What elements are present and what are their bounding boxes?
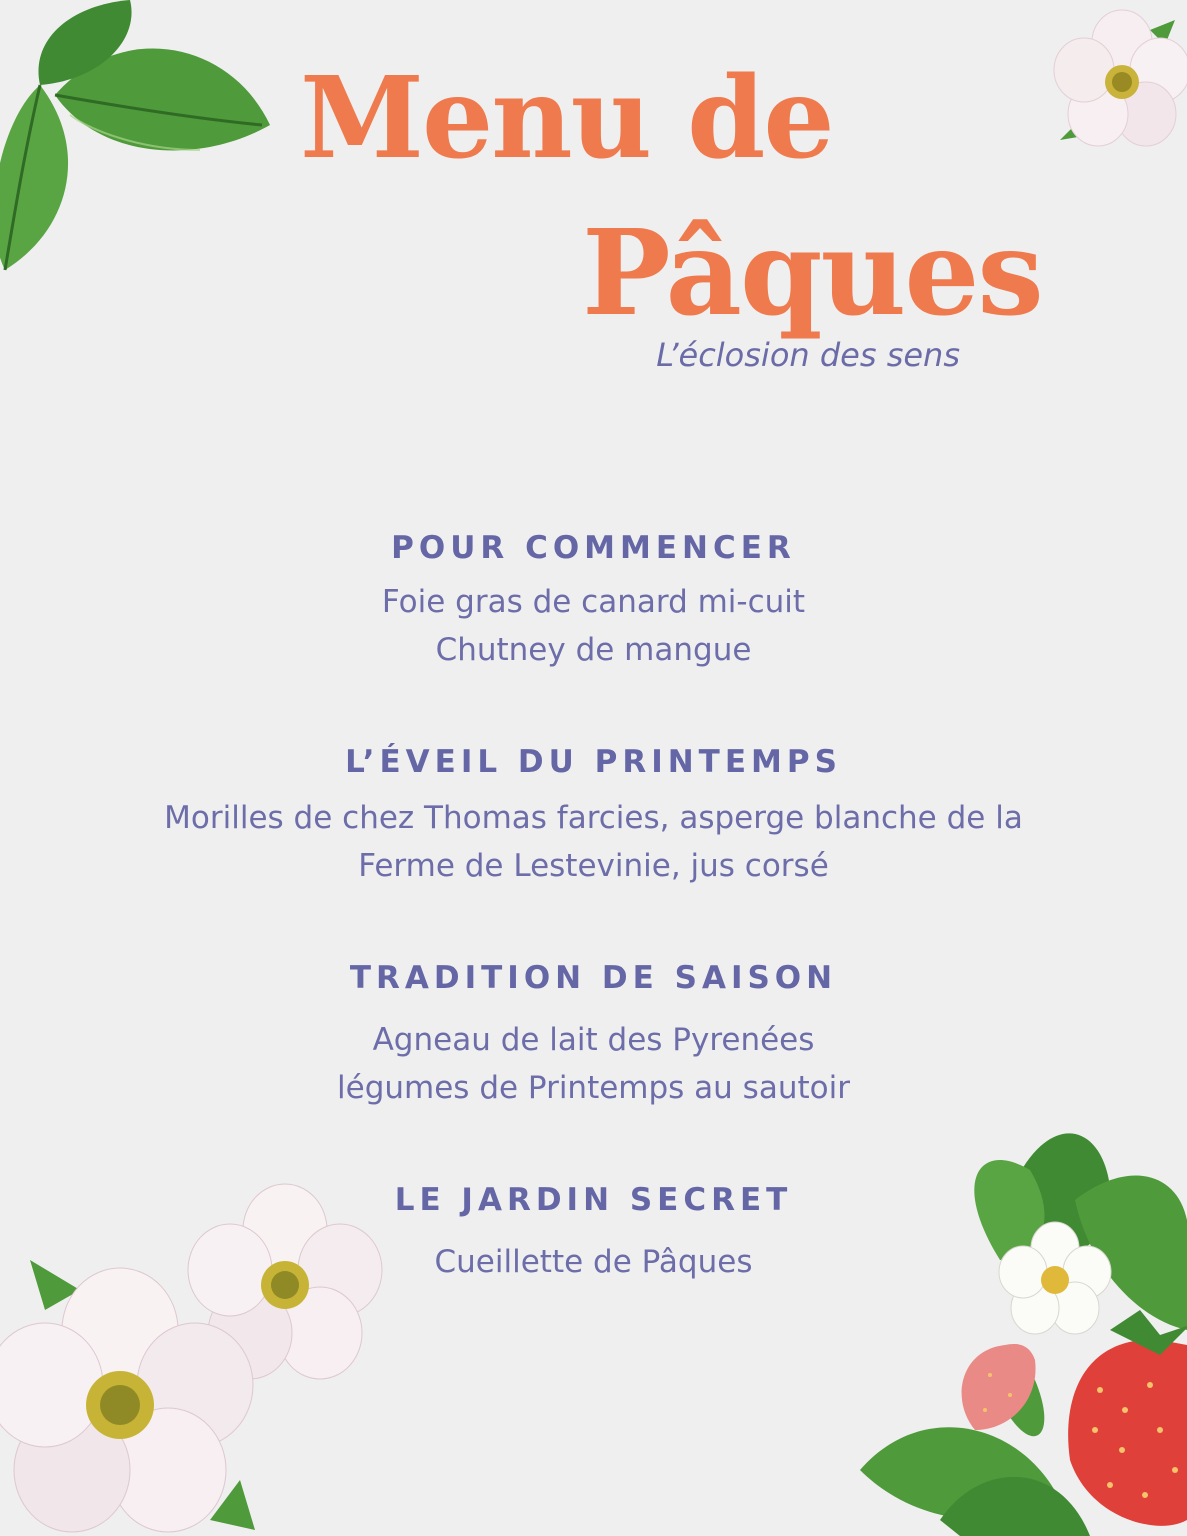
section-title: POUR COMMENCER bbox=[391, 530, 796, 566]
title-line-2: Pâques bbox=[582, 203, 1042, 342]
title-line-1: Menu de bbox=[300, 53, 833, 184]
strawberry-leaf-icon bbox=[0, 0, 280, 280]
blossom-icon bbox=[1040, 0, 1187, 160]
section-title: TRADITION DE SAISON bbox=[349, 960, 838, 996]
menu-item: Cueillette de Pâques bbox=[434, 1244, 753, 1280]
menu-item: Chutney de mangue bbox=[435, 632, 752, 668]
menu-item: légumes de Printemps au sautoir bbox=[337, 1070, 850, 1106]
menu-section-starter bbox=[0, 528, 1187, 674]
menu-item: Ferme de Lestevinie, jus corsé bbox=[358, 848, 829, 884]
menu-item: Agneau de lait des Pyrenées bbox=[372, 1022, 815, 1058]
menu-item: Morilles de chez Thomas farcies, asperge blanche de la bbox=[164, 800, 1023, 836]
menu-section-spring bbox=[0, 742, 1187, 890]
menu-section-tradition bbox=[0, 958, 1187, 1112]
strawberry-plant-icon bbox=[860, 1100, 1187, 1536]
menu-item: Foie gras de canard mi-cuit bbox=[381, 584, 806, 620]
section-title: L’ÉVEIL DU PRINTEMPS bbox=[345, 744, 842, 780]
subtitle: L’éclosion des sens bbox=[656, 336, 960, 374]
section-title: LE JARDIN SECRET bbox=[394, 1182, 793, 1218]
blossom-cluster-icon bbox=[0, 1180, 400, 1536]
